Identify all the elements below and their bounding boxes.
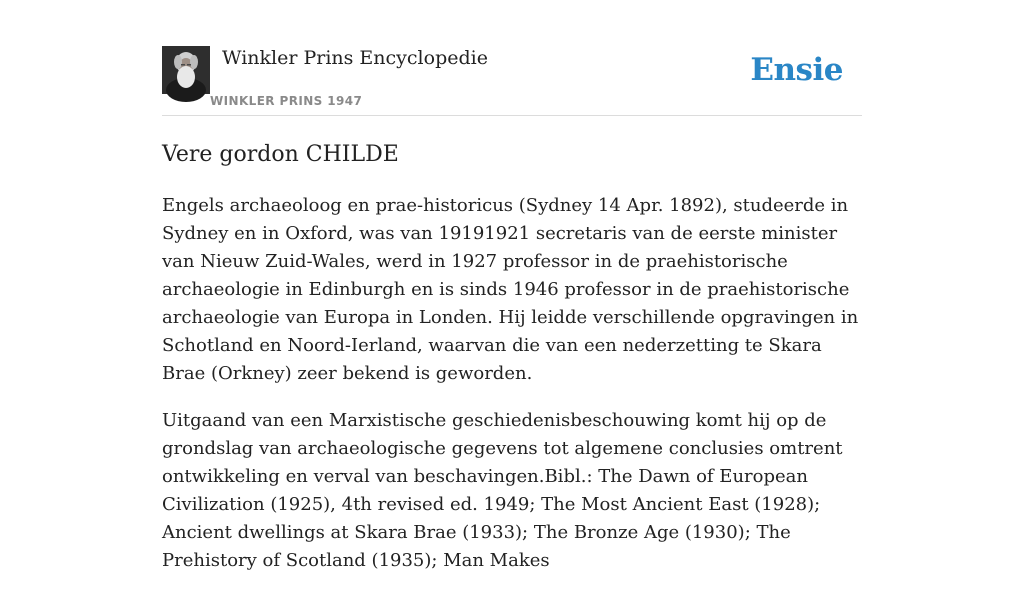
site-subtitle[interactable]: WINKLER PRINS 1947 xyxy=(210,94,363,108)
article-body xyxy=(162,192,862,594)
avatar[interactable] xyxy=(162,46,210,94)
article-title: Vere gordon CHILDE xyxy=(162,142,399,167)
article-paragraph: Engels archaeoloog en prae-historicus (Sydney 14 Apr. 1892), studeerde in Sydney en in Oxford, was van 19191921 secretaris van de eerste minister van Nieuw Zuid-Wales, werd in 1927 professor in de praehistorische archaeologie in Edinburgh en is sinds 1946 professor in de praehistorische archaeologie van Europa in Londen. Hij leidde verschillende opgravingen in Schotland en Noord-Ierland, waarvan die van een nederzetting te Skara Brae (Orkney) zeer bekend is geworden. xyxy=(162,195,859,384)
brand-logo[interactable]: Ensie xyxy=(750,52,843,88)
article-paragraph: Uitgaand van een Marxistische geschiedenisbeschouwing komt hij op de grondslag van archaeologische gegevens tot algemene conclusies omtrent ontwikkeling en verval van beschavingen.Bibl.: The Dawn of European Civilization (1925), 4th revised ed. 1949; The Most Ancient East (1928); Ancient dwellings at Skara Brae (1933); The Bronze Age (1930); The Prehistory of Scotland (1935); Man Makes xyxy=(162,410,843,571)
site-title[interactable]: Winkler Prins Encyclopedie xyxy=(222,47,488,69)
site-header xyxy=(162,46,862,116)
portrait-icon xyxy=(162,46,210,94)
